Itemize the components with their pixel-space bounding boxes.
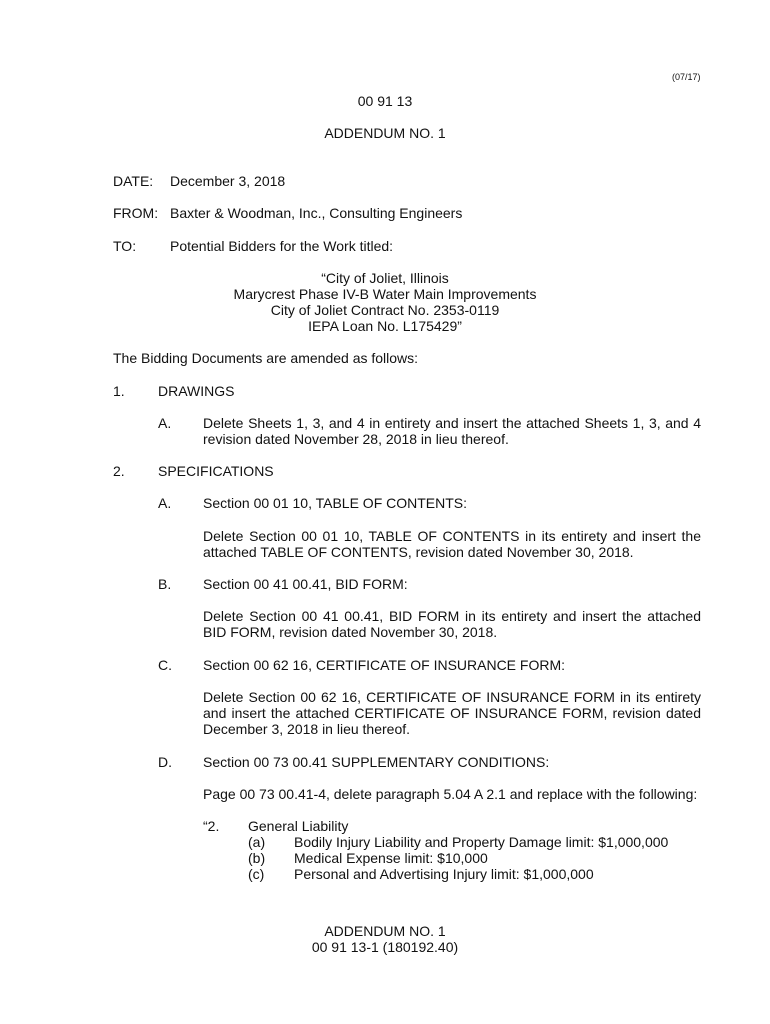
item-letter: C. [158, 657, 172, 673]
date-label: DATE: [113, 173, 154, 189]
item-heading: Section 00 41 00.41, BID FORM: [203, 576, 408, 592]
liability-mark: (c) [248, 866, 265, 882]
project-line-4: IEPA Loan No. L175429” [308, 318, 462, 334]
to-label: TO: [113, 238, 137, 254]
liability-mark: (b) [248, 850, 266, 866]
liability-number: “2. [203, 818, 220, 834]
item-text: Page 00 73 00.41-4, delete paragraph 5.04 A 2.1 and replace with the following: [203, 786, 698, 802]
document-title: ADDENDUM NO. 1 [324, 125, 446, 141]
from-label: FROM: [113, 205, 159, 221]
item-letter: B. [158, 576, 172, 592]
item-text: Delete Section 00 41 00.41, BID FORM in its entirety and insert the attached BID FORM, revision dated November 30, 2018. [203, 608, 701, 640]
section-number: 1. [113, 383, 125, 399]
project-line-3: City of Joliet Contract No. 2353-0119 [270, 302, 500, 318]
item-heading: Section 00 62 16, CERTIFICATE OF INSURANCE FORM: [203, 657, 566, 673]
item-text: Delete Section 00 62 16, CERTIFICATE OF INSURANCE FORM in its entirety and insert the attached CERTIFICATE OF INSURANCE FORM, revision dated December 3, 2018 in lieu thereof. [203, 689, 701, 737]
item-text: Delete Section 00 01 10, TABLE OF CONTENTS in its entirety and insert the attached TABLE OF CONTENTS, revision dated November 30, 2018. [203, 528, 701, 560]
item-text: Delete Sheets 1, 3, and 4 in entirety and insert the attached Sheets 1, 3, and 4 revision dated November 28, 2018 in lieu thereof. [203, 415, 701, 447]
footer-page-number: 00 91 13-1 (180192.40) [311, 939, 459, 955]
item-heading: Section 00 73 00.41 SUPPLEMENTARY CONDITIONS: [203, 754, 550, 770]
revision-code: (07/17) [672, 72, 701, 82]
project-line-1: “City of Joliet, Illinois [321, 270, 449, 286]
liability-item: Bodily Injury Liability and Property Damage limit: $1,000,000 [294, 834, 669, 850]
liability-item: Medical Expense limit: $10,000 [294, 850, 488, 866]
item-letter: A. [158, 415, 172, 431]
section-number: 2. [113, 463, 125, 479]
to-value: Potential Bidders for the Work titled: [170, 238, 394, 254]
section-title: SPECIFICATIONS [158, 463, 274, 479]
date-value: December 3, 2018 [170, 173, 286, 189]
project-line-2: Marycrest Phase IV-B Water Main Improvements [233, 286, 537, 302]
section-number: 00 91 13 [357, 93, 413, 109]
liability-title: General Liability [248, 818, 349, 834]
footer-title: ADDENDUM NO. 1 [324, 923, 446, 939]
item-letter: A. [158, 495, 172, 511]
item-letter: D. [158, 754, 172, 770]
liability-item: Personal and Advertising Injury limit: $1,000,000 [294, 866, 594, 882]
liability-mark: (a) [248, 834, 266, 850]
intro-text: The Bidding Documents are amended as follows: [113, 350, 419, 366]
from-value: Baxter & Woodman, Inc., Consulting Engineers [170, 205, 463, 221]
item-heading: Section 00 01 10, TABLE OF CONTENTS: [203, 495, 468, 511]
section-title: DRAWINGS [158, 383, 235, 399]
